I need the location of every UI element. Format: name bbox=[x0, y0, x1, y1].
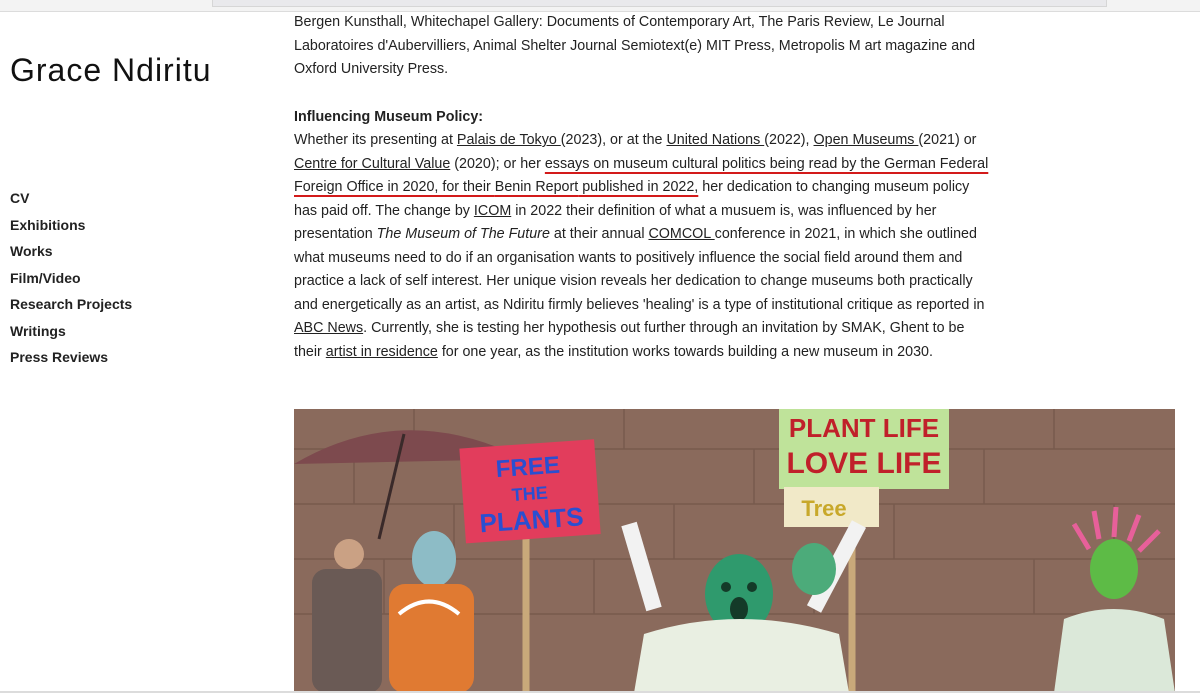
link-united-nations[interactable]: United Nations bbox=[666, 132, 765, 148]
link-abc-news[interactable]: ABC News bbox=[294, 320, 364, 336]
text-segment: for one year, as the institution works towards building a new museum in 2030. bbox=[437, 343, 933, 360]
address-bar[interactable] bbox=[212, 0, 1107, 7]
link-artist-in-residence[interactable]: artist in residence bbox=[325, 343, 438, 360]
text-segment: at their annual bbox=[549, 226, 649, 242]
link-icom[interactable]: ICOM bbox=[473, 202, 512, 219]
sign-left-line-3: PLANTS bbox=[478, 501, 585, 539]
performance-photo bbox=[294, 409, 1175, 693]
highlighted-text: essays on museum cultural politics being read by the German Federal Foreign Office in 2020, for their bbox=[294, 155, 989, 195]
nav-item-writings[interactable]: Writings bbox=[10, 322, 66, 339]
text-segment: . Currently, she is testing her hypothesis out further through an invitation by SMAK, Ghent to be their bbox=[294, 320, 965, 360]
nav-item-exhibitions[interactable]: Exhibitions bbox=[10, 216, 86, 233]
intro-paragraph: Bergen Kunsthall, Whitechapel Gallery: Documents of Contemporary Art, The Paris Review, Le Journal Laboratoires d'Aubervilliers, Animal Shelter Journal Semiotext(e) MIT Press, Metropolis M art magazine and Oxford University Press. bbox=[294, 14, 976, 77]
policy-paragraph bbox=[294, 129, 994, 364]
nav-item-cv[interactable]: CV bbox=[10, 190, 30, 206]
link-centre-for-cultural-value[interactable]: Centre for Cultural Value bbox=[294, 155, 451, 172]
section-heading: Influencing Museum Policy: bbox=[294, 108, 484, 125]
highlighted-text: published in 2022, bbox=[578, 179, 699, 195]
sign-small-text: Tree bbox=[801, 496, 847, 521]
sign-left-line-1: FREE bbox=[494, 451, 561, 484]
sign-right-line-1: PLANT LIFE bbox=[788, 413, 940, 443]
text-segment: (2021) or bbox=[918, 132, 977, 148]
text-segment: in 2022 their definition of what a musuem is, was influenced by her presentation bbox=[294, 202, 937, 242]
nav-item-research-projects[interactable]: Research Projects bbox=[10, 296, 133, 312]
nav-item-works[interactable]: Works bbox=[10, 243, 53, 259]
text-segment: (2020); or her bbox=[450, 155, 545, 172]
link-open-museums[interactable]: Open Museums bbox=[813, 132, 919, 148]
text-segment: (2023), or at the bbox=[560, 132, 667, 148]
presentation-title: The Museum of The Future bbox=[376, 226, 550, 242]
site-title[interactable]: Grace Ndiritu bbox=[10, 52, 212, 88]
link-benin-report[interactable]: Benin Report bbox=[494, 179, 579, 195]
link-comcol[interactable]: COMCOL bbox=[648, 226, 715, 242]
text-segment: (2022), bbox=[764, 132, 814, 148]
text-segment: Whether its presenting at bbox=[294, 132, 457, 148]
photo-illustration bbox=[294, 409, 1175, 693]
sign-free-the-plants bbox=[459, 439, 600, 543]
link-palais-de-tokyo[interactable]: Palais de Tokyo bbox=[456, 132, 561, 148]
sign-left-line-2: THE bbox=[511, 482, 549, 506]
sidebar-nav bbox=[10, 185, 132, 371]
main-content bbox=[294, 11, 994, 364]
nav-item-film-video[interactable]: Film/Video bbox=[10, 269, 81, 286]
nav-item-press-reviews[interactable]: Press Reviews bbox=[10, 349, 109, 365]
sign-right-line-2: LOVE LIFE bbox=[786, 447, 942, 480]
text-segment: conference in 2021, in which she outlined what museums need to do if an organisation wants to positively influence the social field around them and practice a lack of self interest. Her unique vision reveals her dedication to change museums both practically and energetically as an artist, as Ndiritu firmly believes 'healing' is a type of institutional critique as reported in bbox=[294, 226, 985, 313]
text-segment: her dedication to changing museum policy has paid off. The change by bbox=[294, 179, 970, 219]
